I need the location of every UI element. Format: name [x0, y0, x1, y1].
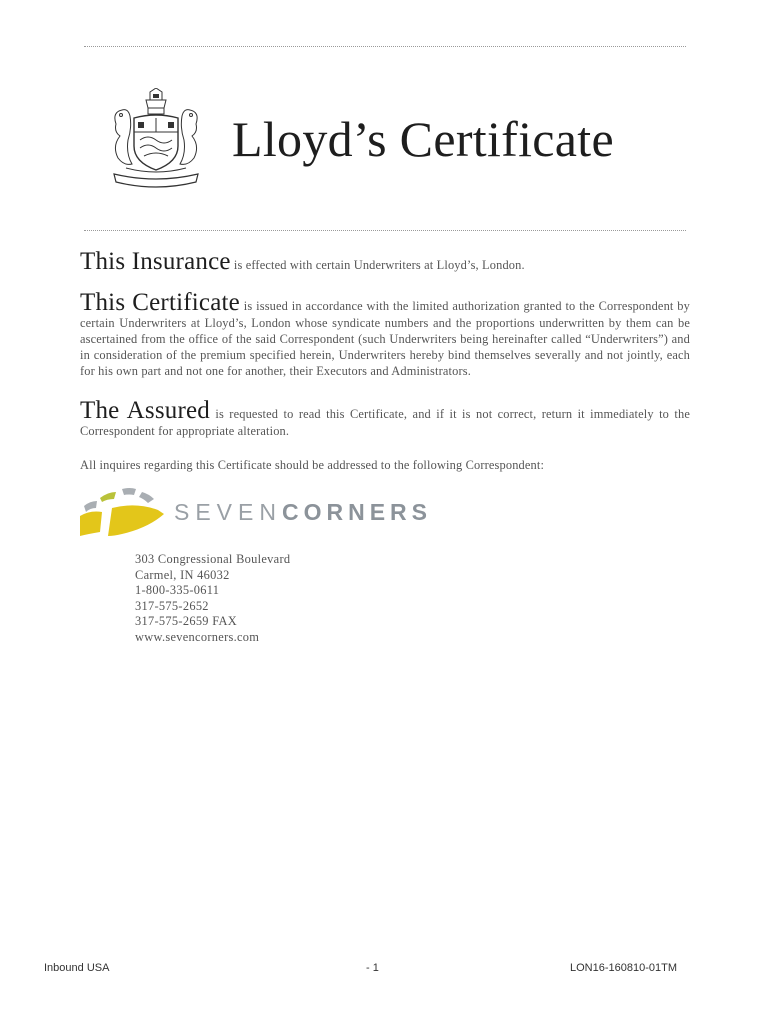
assured-heading: The Assured	[80, 397, 210, 424]
inquiries-text: All inquires regarding this Certificate should be addressed to the following Correspondent:	[80, 458, 545, 472]
lloyds-crest-icon	[106, 88, 206, 194]
wordmark-corners: CORNERS	[281, 499, 432, 525]
correspondent-address	[135, 552, 290, 646]
phone-local: 317-575-2652	[135, 598, 209, 613]
wordmark-seven: SEVEN	[174, 499, 282, 525]
fax-number: 317-575-2659 FAX	[135, 614, 237, 629]
logo-shape-right	[108, 505, 164, 536]
logo-shape-left	[80, 512, 102, 537]
logo-dot-1	[100, 492, 116, 502]
assured-text: is requested to read this Certificate, and if it is not correct, return it immediately to the Correspondent for appropriate alteration.	[80, 407, 690, 438]
insurance-paragraph	[80, 249, 690, 274]
logo-dot-4	[84, 501, 97, 512]
title-divider	[84, 230, 686, 231]
insurance-heading: This Insurance	[80, 248, 231, 275]
logo-dot-2	[122, 488, 136, 495]
seven-corners-wordmark	[174, 499, 432, 526]
footer-page-number: - 1	[366, 962, 379, 974]
page-title: Lloyd’s Certificate	[232, 111, 614, 167]
seven-corners-logo	[78, 484, 432, 540]
seven-corners-mark-icon	[78, 484, 170, 538]
logo-dot-3	[139, 492, 154, 503]
insurance-text: is effected with certain Underwriters at Lloyd’s, London.	[230, 258, 525, 272]
address-street: 303 Congressional Boulevard	[135, 552, 291, 566]
assured-paragraph	[80, 398, 690, 439]
phone-tollfree: 1-800-335-0611	[135, 583, 220, 598]
footer-form-code: LON16-160810-01TM	[570, 962, 678, 974]
top-divider	[84, 46, 686, 47]
website-link[interactable]: www.sevencorners.com	[135, 629, 260, 644]
certificate-paragraph	[80, 290, 690, 379]
certificate-text: is issued in accordance with the limited authorization granted to the Correspondent by certain Underwriters at Lloyd’s, London whose syndicate numbers and the proportions underwritten by them can be ascertained from the office of the said Correspondent (such Underwriters being hereinafter called “Underwriters”) and in consideration of the premium specified herein, Underwriters hereby bind themselves severally and not jointly, each for his own part and not one for another, their Executors and Administrators.	[80, 299, 690, 378]
certificate-heading: This Certificate	[80, 289, 240, 316]
footer-product: Inbound USA	[44, 962, 110, 974]
address-city: Carmel, IN 46032	[135, 567, 230, 582]
